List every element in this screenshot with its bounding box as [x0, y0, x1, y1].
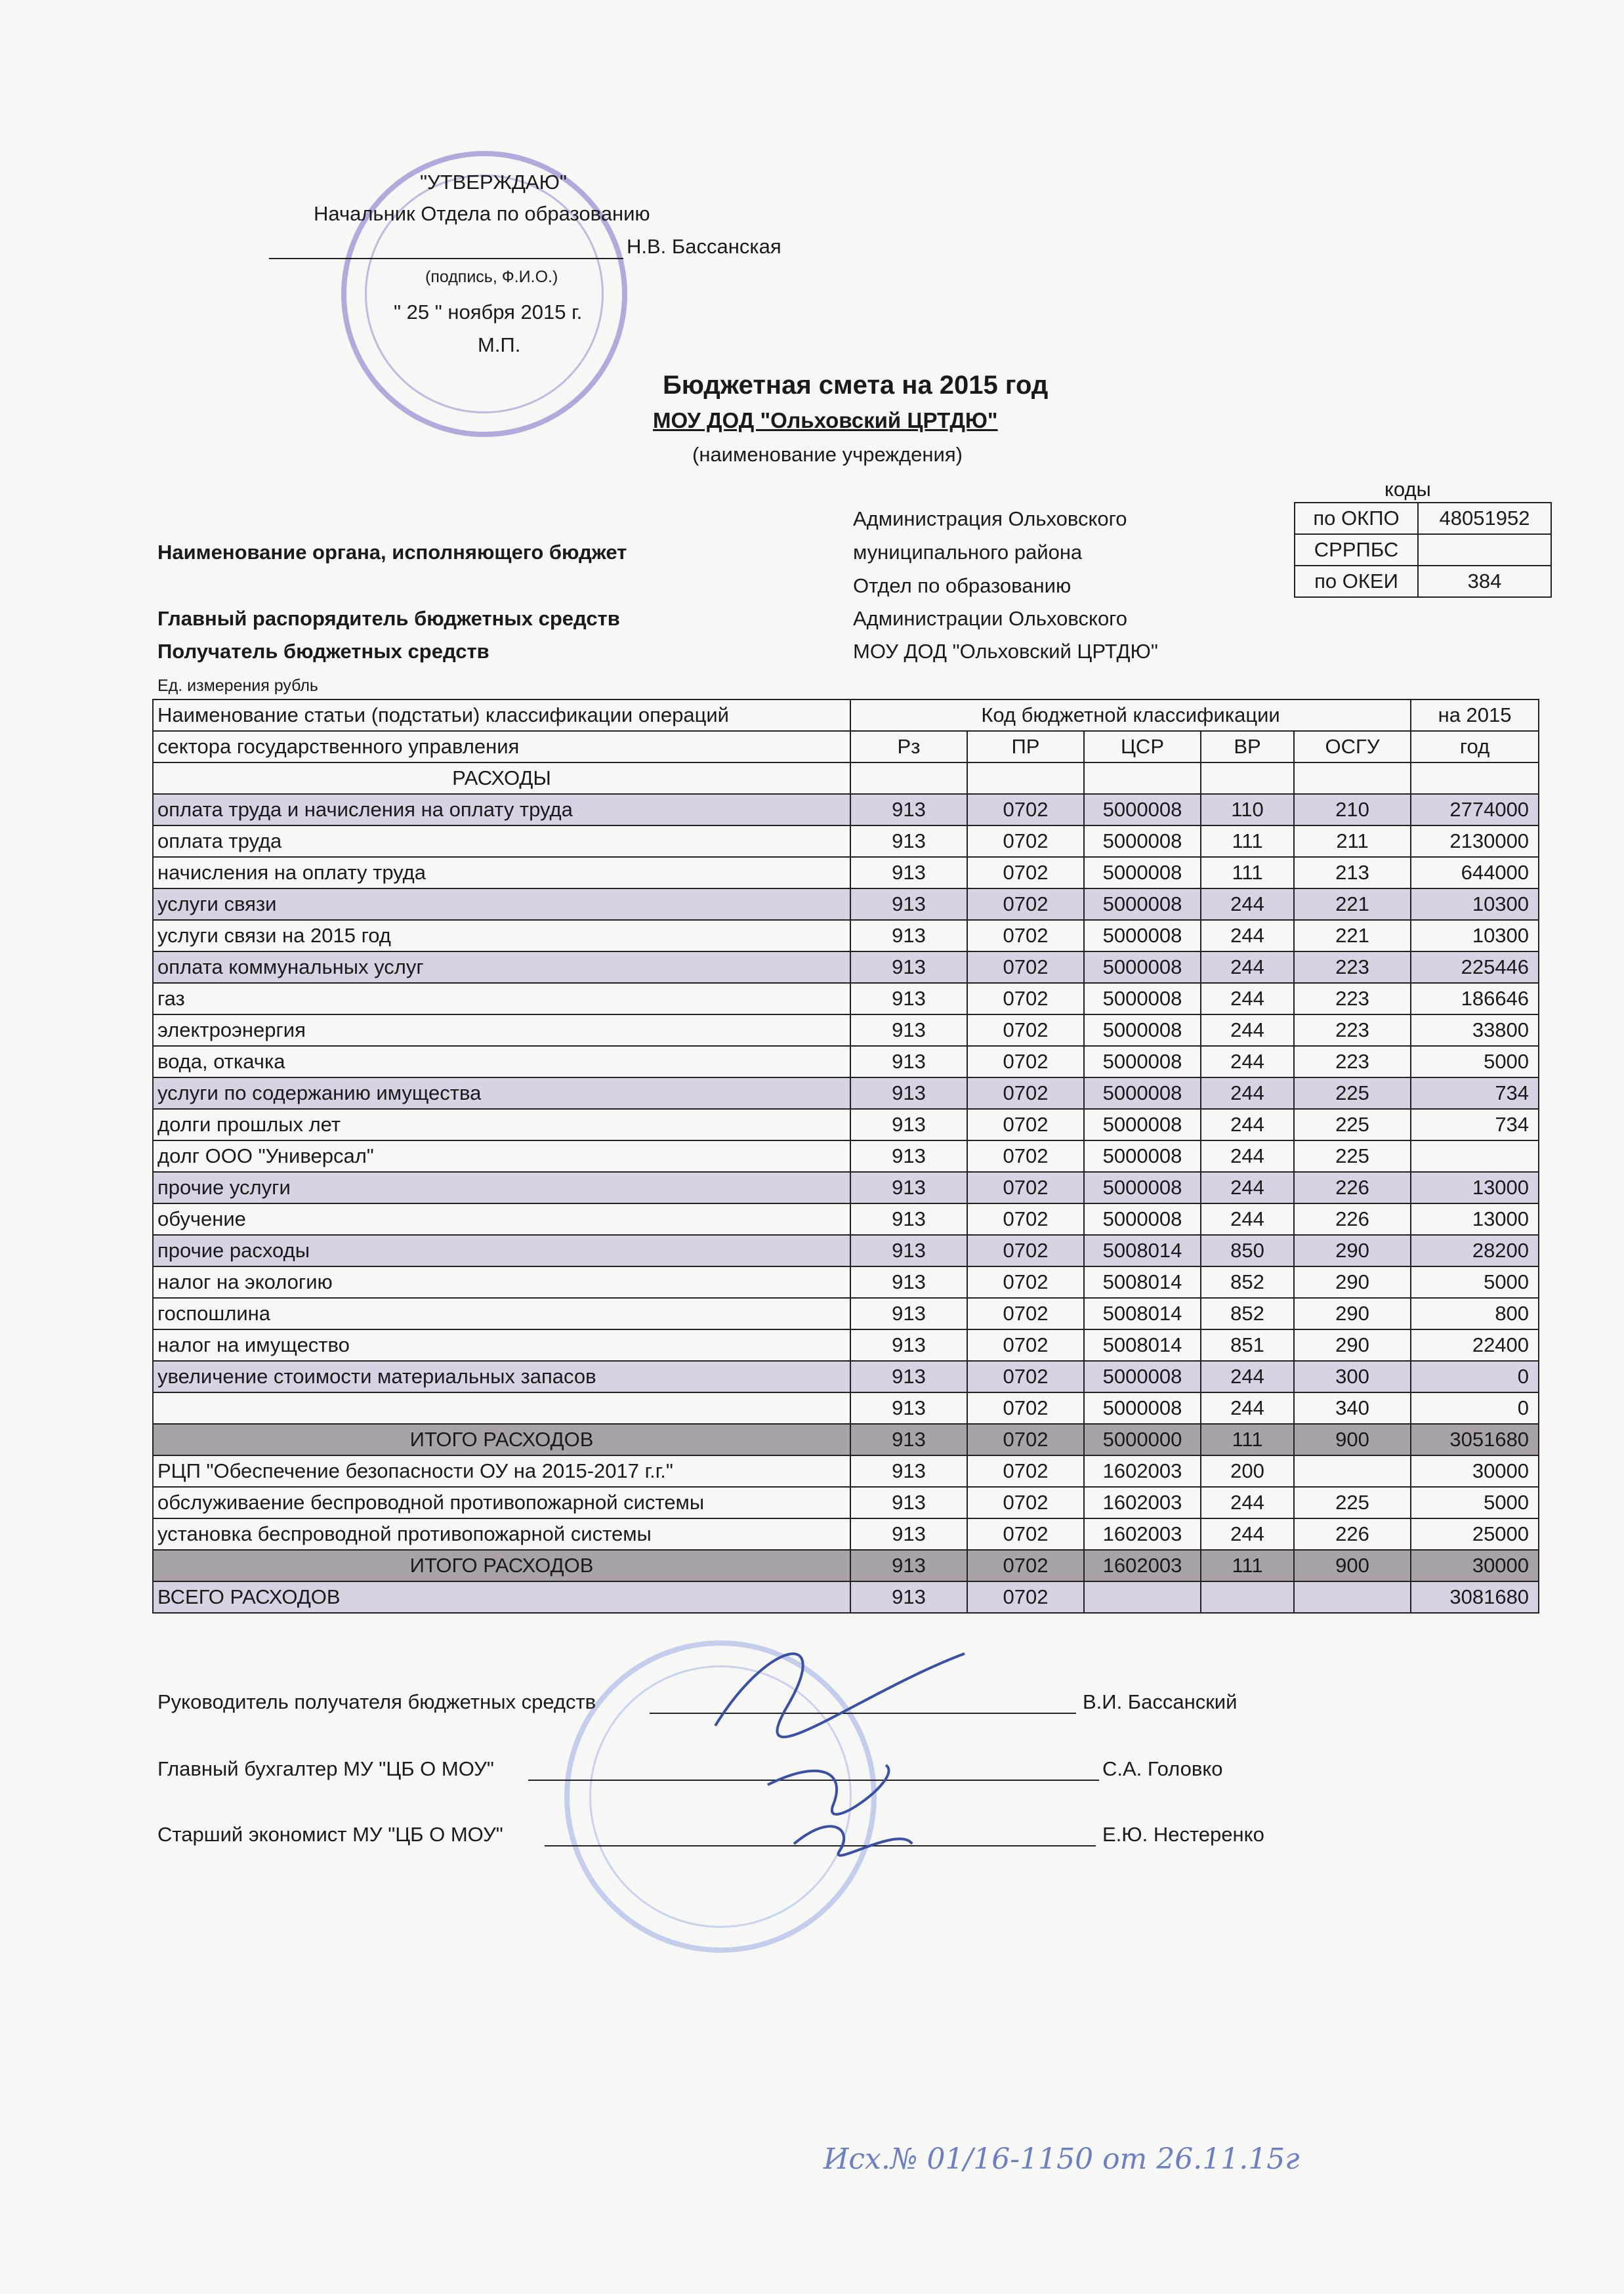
- row-rz: 913: [850, 1361, 967, 1392]
- table-row: [153, 825, 1539, 857]
- row-sum: 734: [1411, 1109, 1539, 1140]
- row-name: услуги связи: [153, 888, 850, 920]
- row-csr: 5000008: [1084, 857, 1201, 888]
- row-rz: 913: [850, 857, 967, 888]
- row-osgu: 340: [1294, 1392, 1411, 1424]
- row-rz: 913: [850, 1172, 967, 1203]
- row-vr: 111: [1201, 1550, 1294, 1581]
- row-name: электроэнергия: [153, 1014, 850, 1046]
- row-rz: 913: [850, 1298, 967, 1329]
- empty-cell: [1411, 762, 1539, 794]
- recipient-value: МОУ ДОД "Ольховский ЦРТДЮ": [853, 640, 1158, 663]
- row-name: долги прошлых лет: [153, 1109, 850, 1140]
- row-vr: 244: [1201, 951, 1294, 983]
- row-name: установка беспроводной противопожарной системы: [153, 1518, 850, 1550]
- row-sum: 25000: [1411, 1518, 1539, 1550]
- row-sum: 13000: [1411, 1203, 1539, 1235]
- row-osgu: 223: [1294, 951, 1411, 983]
- recipient-label: Получатель бюджетных средств: [157, 640, 489, 663]
- organ-value-1: Администрация Ольховского: [853, 507, 1127, 530]
- table-row: [153, 1392, 1539, 1424]
- row-sum: 5000: [1411, 1487, 1539, 1518]
- column-header-pr: ПР: [967, 731, 1084, 762]
- signature-role-2: Главный бухгалтер МУ "ЦБ О МОУ": [157, 1757, 494, 1780]
- row-csr: 5000008: [1084, 1014, 1201, 1046]
- row-rz: 913: [850, 1518, 967, 1550]
- row-osgu: 225: [1294, 1487, 1411, 1518]
- row-pr: 0702: [967, 1424, 1084, 1455]
- row-osgu: [1294, 1455, 1411, 1487]
- column-header-year: на 2015: [1411, 699, 1539, 731]
- row-pr: 0702: [967, 1550, 1084, 1581]
- row-rz: 913: [850, 888, 967, 920]
- row-rz: 913: [850, 1581, 967, 1613]
- section-row: [153, 762, 1539, 794]
- table-row: [153, 1329, 1539, 1361]
- table-row: [153, 1172, 1539, 1203]
- row-csr: 5008014: [1084, 1266, 1201, 1298]
- code-value: 384: [1418, 566, 1551, 597]
- document-title: Бюджетная смета на 2015 год: [663, 371, 1049, 400]
- row-pr: 0702: [967, 1487, 1084, 1518]
- row-pr: 0702: [967, 1518, 1084, 1550]
- column-header-rz: Рз: [850, 731, 967, 762]
- table-row: [153, 1109, 1539, 1140]
- row-pr: 0702: [967, 1109, 1084, 1140]
- row-osgu: 225: [1294, 1077, 1411, 1109]
- row-csr: 5000008: [1084, 951, 1201, 983]
- organ-label: Наименование органа, исполняющего бюджет: [157, 541, 627, 564]
- row-sum: 33800: [1411, 1014, 1539, 1046]
- row-pr: 0702: [967, 1298, 1084, 1329]
- table-header-row: [153, 699, 1539, 731]
- code-value: [1418, 534, 1551, 566]
- row-name: госпошлина: [153, 1298, 850, 1329]
- approval-mp: М.П.: [478, 333, 521, 356]
- row-sum: 13000: [1411, 1172, 1539, 1203]
- row-name: газ: [153, 983, 850, 1014]
- row-csr: 1602003: [1084, 1550, 1201, 1581]
- row-pr: 0702: [967, 1361, 1084, 1392]
- table-row: [153, 1424, 1539, 1455]
- row-vr: 244: [1201, 1361, 1294, 1392]
- table-row: [153, 1298, 1539, 1329]
- row-vr: 200: [1201, 1455, 1294, 1487]
- row-osgu: 223: [1294, 1046, 1411, 1077]
- approval-position: Начальник Отдела по образованию: [314, 202, 650, 225]
- codes-table: [1294, 502, 1552, 598]
- row-osgu: 221: [1294, 920, 1411, 951]
- row-rz: 913: [850, 1077, 967, 1109]
- row-vr: 244: [1201, 1014, 1294, 1046]
- outgoing-number-note: Исх.№ 01/16-1150 от 26.11.15г: [823, 2142, 1300, 2176]
- row-osgu: 213: [1294, 857, 1411, 888]
- row-pr: 0702: [967, 951, 1084, 983]
- row-name: оплата труда и начисления на оплату труда: [153, 794, 850, 825]
- row-pr: 0702: [967, 1203, 1084, 1235]
- table-row: [153, 794, 1539, 825]
- column-header-code-group: Код бюджетной классификации: [850, 699, 1411, 731]
- column-header-name: Наименование статьи (подстатьи) классификации операций: [153, 699, 850, 731]
- row-rz: 913: [850, 983, 967, 1014]
- approval-name: Н.В. Бассанская: [627, 235, 781, 258]
- row-vr: 852: [1201, 1298, 1294, 1329]
- empty-cell: [1201, 762, 1294, 794]
- column-header-osgu: ОСГУ: [1294, 731, 1411, 762]
- manager-value-1: Отдел по образованию: [853, 574, 1072, 597]
- row-pr: 0702: [967, 1581, 1084, 1613]
- row-csr: 1602003: [1084, 1518, 1201, 1550]
- row-name: РЦП "Обеспечение безопасности ОУ на 2015-2017 г.г.": [153, 1455, 850, 1487]
- row-osgu: 290: [1294, 1266, 1411, 1298]
- table-row: [153, 1014, 1539, 1046]
- row-osgu: 900: [1294, 1550, 1411, 1581]
- table-row: [153, 1235, 1539, 1266]
- row-sum: [1411, 1140, 1539, 1172]
- row-sum: 10300: [1411, 920, 1539, 951]
- row-csr: 5000008: [1084, 920, 1201, 951]
- row-rz: 913: [850, 1203, 967, 1235]
- approval-sign-line: [269, 258, 623, 259]
- row-csr: 5000008: [1084, 1361, 1201, 1392]
- row-vr: 244: [1201, 1172, 1294, 1203]
- handwritten-signatures: [689, 1614, 1004, 1864]
- row-sum: 30000: [1411, 1550, 1539, 1581]
- row-vr: 852: [1201, 1266, 1294, 1298]
- row-rz: 913: [850, 1046, 967, 1077]
- row-pr: 0702: [967, 1077, 1084, 1109]
- row-rz: 913: [850, 1392, 967, 1424]
- table-row: [153, 1361, 1539, 1392]
- row-osgu: [1294, 1581, 1411, 1613]
- signature-name-3: Е.Ю. Нестеренко: [1102, 1823, 1264, 1846]
- signature-role-1: Руководитель получателя бюджетных средств: [157, 1690, 596, 1713]
- row-sum: 186646: [1411, 983, 1539, 1014]
- row-sum: 22400: [1411, 1329, 1539, 1361]
- row-csr: 5008014: [1084, 1298, 1201, 1329]
- codes-row: [1295, 566, 1551, 597]
- table-row: [153, 1455, 1539, 1487]
- row-rz: 913: [850, 1329, 967, 1361]
- signature-role-3: Старший экономист МУ "ЦБ О МОУ": [157, 1823, 503, 1846]
- row-pr: 0702: [967, 1235, 1084, 1266]
- empty-cell: [850, 762, 967, 794]
- manager-label: Главный распорядитель бюджетных средств: [157, 607, 620, 630]
- row-pr: 0702: [967, 920, 1084, 951]
- row-vr: 244: [1201, 1046, 1294, 1077]
- row-pr: 0702: [967, 1455, 1084, 1487]
- code-label: по ОКЕИ: [1295, 566, 1418, 597]
- row-csr: 5000008: [1084, 1392, 1201, 1424]
- row-csr: 5000008: [1084, 983, 1201, 1014]
- empty-cell: [1084, 762, 1201, 794]
- row-pr: 0702: [967, 1014, 1084, 1046]
- row-vr: 244: [1201, 1140, 1294, 1172]
- row-sum: 5000: [1411, 1046, 1539, 1077]
- table-row: [153, 1046, 1539, 1077]
- approval-date: " 25 " ноября 2015 г.: [394, 301, 583, 323]
- table-row: [153, 888, 1539, 920]
- row-name: ИТОГО РАСХОДОВ: [153, 1424, 850, 1455]
- row-rz: 913: [850, 1550, 967, 1581]
- section-label: РАСХОДЫ: [153, 762, 850, 794]
- code-value: 48051952: [1418, 503, 1551, 534]
- row-rz: 913: [850, 951, 967, 983]
- row-name: оплата труда: [153, 825, 850, 857]
- column-header-csr: ЦСР: [1084, 731, 1201, 762]
- row-vr: 110: [1201, 794, 1294, 825]
- row-sum: 10300: [1411, 888, 1539, 920]
- row-rz: 913: [850, 1235, 967, 1266]
- row-name: обучение: [153, 1203, 850, 1235]
- row-csr: 1602003: [1084, 1455, 1201, 1487]
- row-csr: 5000008: [1084, 1109, 1201, 1140]
- manager-value-2: Администрации Ольховского: [853, 607, 1128, 630]
- row-rz: 913: [850, 794, 967, 825]
- row-vr: 244: [1201, 1518, 1294, 1550]
- table-row: [153, 920, 1539, 951]
- row-vr: 244: [1201, 1392, 1294, 1424]
- row-osgu: 300: [1294, 1361, 1411, 1392]
- empty-cell: [967, 762, 1084, 794]
- table-row: [153, 1518, 1539, 1550]
- row-pr: 0702: [967, 1329, 1084, 1361]
- row-csr: 5008014: [1084, 1235, 1201, 1266]
- row-vr: 244: [1201, 1203, 1294, 1235]
- column-header-year-2: год: [1411, 731, 1539, 762]
- empty-cell: [1294, 762, 1411, 794]
- row-pr: 0702: [967, 1046, 1084, 1077]
- codes-row: [1295, 534, 1551, 566]
- row-name: оплата коммунальных услуг: [153, 951, 850, 983]
- row-sum: 225446: [1411, 951, 1539, 983]
- row-name: долг ООО "Универсал": [153, 1140, 850, 1172]
- table-row: [153, 1581, 1539, 1613]
- row-name: налог на имущество: [153, 1329, 850, 1361]
- approval-stamp: [341, 151, 627, 437]
- row-vr: 244: [1201, 888, 1294, 920]
- row-sum: 734: [1411, 1077, 1539, 1109]
- row-osgu: 226: [1294, 1518, 1411, 1550]
- row-name: услуги по содержанию имущества: [153, 1077, 850, 1109]
- table-row: [153, 1077, 1539, 1109]
- row-vr: 244: [1201, 1109, 1294, 1140]
- row-rz: 913: [850, 1266, 967, 1298]
- codes-label: коды: [1385, 478, 1431, 501]
- row-osgu: 225: [1294, 1140, 1411, 1172]
- row-pr: 0702: [967, 794, 1084, 825]
- row-rz: 913: [850, 825, 967, 857]
- row-rz: 913: [850, 1140, 967, 1172]
- row-name: начисления на оплату труда: [153, 857, 850, 888]
- row-vr: 111: [1201, 1424, 1294, 1455]
- row-vr: 244: [1201, 1077, 1294, 1109]
- budget-table: [152, 699, 1539, 1614]
- row-osgu: 223: [1294, 1014, 1411, 1046]
- row-osgu: 221: [1294, 888, 1411, 920]
- signature-name-2: С.А. Головко: [1102, 1757, 1223, 1780]
- row-pr: 0702: [967, 1266, 1084, 1298]
- row-vr: 111: [1201, 825, 1294, 857]
- row-pr: 0702: [967, 888, 1084, 920]
- row-csr: 5000000: [1084, 1424, 1201, 1455]
- unit-label: Ед. измерения рубль: [157, 677, 318, 695]
- row-name: увеличение стоимости материальных запасов: [153, 1361, 850, 1392]
- row-sum: 0: [1411, 1361, 1539, 1392]
- row-csr: 5008014: [1084, 1329, 1201, 1361]
- row-sum: 644000: [1411, 857, 1539, 888]
- code-label: СРРПБС: [1295, 534, 1418, 566]
- row-csr: 5000008: [1084, 1140, 1201, 1172]
- row-sum: 800: [1411, 1298, 1539, 1329]
- row-sum: 2774000: [1411, 794, 1539, 825]
- signature-name-1: В.И. Бассанский: [1083, 1690, 1238, 1713]
- row-osgu: 290: [1294, 1329, 1411, 1361]
- table-row: [153, 1550, 1539, 1581]
- row-vr: 244: [1201, 983, 1294, 1014]
- row-name: налог на экологию: [153, 1266, 850, 1298]
- row-name: вода, откачка: [153, 1046, 850, 1077]
- row-rz: 913: [850, 1424, 967, 1455]
- table-row: [153, 951, 1539, 983]
- row-sum: 30000: [1411, 1455, 1539, 1487]
- row-csr: 5000008: [1084, 1203, 1201, 1235]
- row-vr: 244: [1201, 920, 1294, 951]
- row-csr: 5000008: [1084, 1077, 1201, 1109]
- row-osgu: 223: [1294, 983, 1411, 1014]
- table-header-row: [153, 731, 1539, 762]
- row-vr: 850: [1201, 1235, 1294, 1266]
- row-csr: 5000008: [1084, 794, 1201, 825]
- table-row: [153, 1140, 1539, 1172]
- row-pr: 0702: [967, 825, 1084, 857]
- row-pr: 0702: [967, 1140, 1084, 1172]
- row-osgu: 225: [1294, 1109, 1411, 1140]
- row-name: прочие расходы: [153, 1235, 850, 1266]
- approval-title: "УТВЕРЖДАЮ": [420, 171, 567, 194]
- row-name: [153, 1392, 850, 1424]
- row-pr: 0702: [967, 1392, 1084, 1424]
- row-name: ИТОГО РАСХОДОВ: [153, 1550, 850, 1581]
- row-rz: 913: [850, 920, 967, 951]
- row-rz: 913: [850, 1455, 967, 1487]
- row-pr: 0702: [967, 857, 1084, 888]
- row-vr: 851: [1201, 1329, 1294, 1361]
- row-osgu: 211: [1294, 825, 1411, 857]
- row-rz: 913: [850, 1109, 967, 1140]
- codes-row: [1295, 503, 1551, 534]
- row-sum: 3051680: [1411, 1424, 1539, 1455]
- row-osgu: 226: [1294, 1203, 1411, 1235]
- table-row: [153, 1266, 1539, 1298]
- row-sum: 5000: [1411, 1266, 1539, 1298]
- institution-name: МОУ ДОД "Ольховский ЦРТДЮ": [653, 408, 998, 432]
- row-csr: 5000008: [1084, 1172, 1201, 1203]
- row-vr: 111: [1201, 857, 1294, 888]
- row-sum: 2130000: [1411, 825, 1539, 857]
- row-name: обслуживаение беспроводной противопожарной системы: [153, 1487, 850, 1518]
- table-row: [153, 983, 1539, 1014]
- row-sum: 28200: [1411, 1235, 1539, 1266]
- column-header-name-2: сектора государственного управления: [153, 731, 850, 762]
- row-vr: [1201, 1581, 1294, 1613]
- row-osgu: 226: [1294, 1172, 1411, 1203]
- row-osgu: 210: [1294, 794, 1411, 825]
- row-csr: 5000008: [1084, 888, 1201, 920]
- row-osgu: 290: [1294, 1298, 1411, 1329]
- row-osgu: 900: [1294, 1424, 1411, 1455]
- row-name: услуги связи на 2015 год: [153, 920, 850, 951]
- table-row: [153, 1487, 1539, 1518]
- row-pr: 0702: [967, 1172, 1084, 1203]
- code-label: по ОКПО: [1295, 503, 1418, 534]
- row-pr: 0702: [967, 983, 1084, 1014]
- row-csr: 5000008: [1084, 825, 1201, 857]
- table-row: [153, 857, 1539, 888]
- institution-hint: (наименование учреждения): [692, 443, 963, 466]
- row-sum: 3081680: [1411, 1581, 1539, 1613]
- row-csr: 1602003: [1084, 1487, 1201, 1518]
- column-header-vr: ВР: [1201, 731, 1294, 762]
- organ-value-2: муниципального района: [853, 541, 1083, 564]
- table-row: [153, 1203, 1539, 1235]
- row-name: прочие услуги: [153, 1172, 850, 1203]
- row-csr: [1084, 1581, 1201, 1613]
- row-vr: 244: [1201, 1487, 1294, 1518]
- row-osgu: 290: [1294, 1235, 1411, 1266]
- row-csr: 5000008: [1084, 1046, 1201, 1077]
- row-rz: 913: [850, 1487, 967, 1518]
- row-rz: 913: [850, 1014, 967, 1046]
- row-name: ВСЕГО РАСХОДОВ: [153, 1581, 850, 1613]
- row-sum: 0: [1411, 1392, 1539, 1424]
- approval-sign-hint: (подпись, Ф.И.О.): [425, 268, 558, 286]
